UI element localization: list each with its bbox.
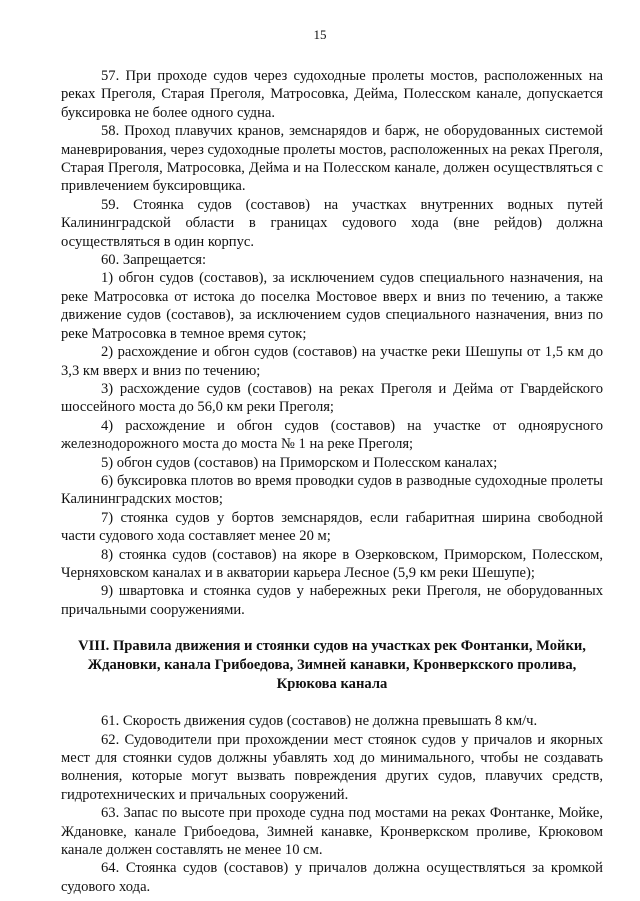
paragraph-57: 57. При проходе судов через судоходные пролеты мостов, расположенных на реках Преголя, Старая Преголя, Матросовка, Дейма, Полесском канале, допускается буксировка не более одного судна.: [61, 68, 603, 121]
paragraph-63: 63. Запас по высоте при проходе судна под мостами на реках Фонтанке, Мойке, Ждановке, канале Грибоедова, Зимней канавке, Кронверкском проливе, Крюковом канале должен составлять не менее 10 см.: [61, 805, 603, 859]
list-item-60-4: 4) расхождение и обгон судов (составов) на участке от одноярусного железнодорожного моста до моста № 1 на реке Преголя;: [61, 417, 603, 453]
page-number: 15: [313, 27, 327, 42]
list-item-60-8: 8) стоянка судов (составов) на якоре в Озерковском, Приморском, Полесском, Черняховском каналах и в акватории карьера Лесное (5,9 км реки Шешупе);: [61, 546, 603, 581]
paragraph-59: 59. Стоянка судов (составов) на участках внутренних водных путей Калининградской области в границах судового хода (вне рейдов) должна осуществляться в один корпус.: [61, 196, 603, 250]
paragraph-64: 64. Стоянка судов (составов) у причалов должна осуществляться за кромкой судового хода.: [61, 860, 603, 895]
list-item-60-5: 5) обгон судов (составов) на Приморском и Полесском каналах;: [101, 454, 498, 471]
list-item-60-7: 7) стоянка судов у бортов земснарядов, если габаритная ширина свободной части судового хода составляет менее 20 м;: [61, 509, 603, 545]
paragraph-61: 61. Скорость движения судов (составов) не должна превышать 8 км/ч.: [101, 713, 538, 730]
section-heading: VIII. Правила движения и стоянки судов на участках рек Фонтанки, Мойки, Ждановки, канала Грибоедова, Зимней канавки, Кронверкского пролива, Крюкова канала: [78, 638, 586, 693]
list-item-60-6: 6) буксировка плотов во время проводки судов в разводные судоходные пролеты Калининградских мостов;: [61, 472, 603, 508]
list-item-60-1: 1) обгон судов (составов), за исключением судов специального назначения, на реке Матросовка от истока до поселка Мостовое вверх и вниз по течению, а также движение судов (составов), за исключением судов специального назначения, вниз по реке Матросовка в темное время суток;: [61, 270, 603, 342]
list-item-60-3: 3) расхождение судов (составов) на реках Преголя и Дейма от Гвардейского шоссейного моста до 56,0 км реки Преголя;: [61, 380, 603, 416]
document-body: [61, 67, 603, 896]
list-item-60-9: 9) швартовка и стоянка судов у набережных реки Преголя, не оборудованных причальными сооружениями.: [61, 583, 603, 618]
list-item-60-2: 2) расхождение и обгон судов (составов) на участке реки Шешупы от 1,5 км до 3,3 км вверх и вниз по течению;: [61, 344, 603, 379]
paragraph-58: 58. Проход плавучих кранов, земснарядов и барж, не оборудованных системой маневрирования, через судоходные пролеты мостов, расположенных на реках Преголя, Старая Преголя, Матросовка, Дейма и на Полесском канале, должен осуществляться с привлечением буксировщика.: [61, 123, 603, 195]
paragraph-60: 60. Запрещается:: [101, 252, 207, 269]
paragraph-62: 62. Судоводители при прохождении мест стоянок судов у причалов и якорных мест для стоянки судов должны убавлять ход до минимального, чтобы не создавать волнения, которые могут вызвать повреждения других судов, плавучих средств, гидротехнических и причальных сооружений.: [61, 731, 603, 803]
